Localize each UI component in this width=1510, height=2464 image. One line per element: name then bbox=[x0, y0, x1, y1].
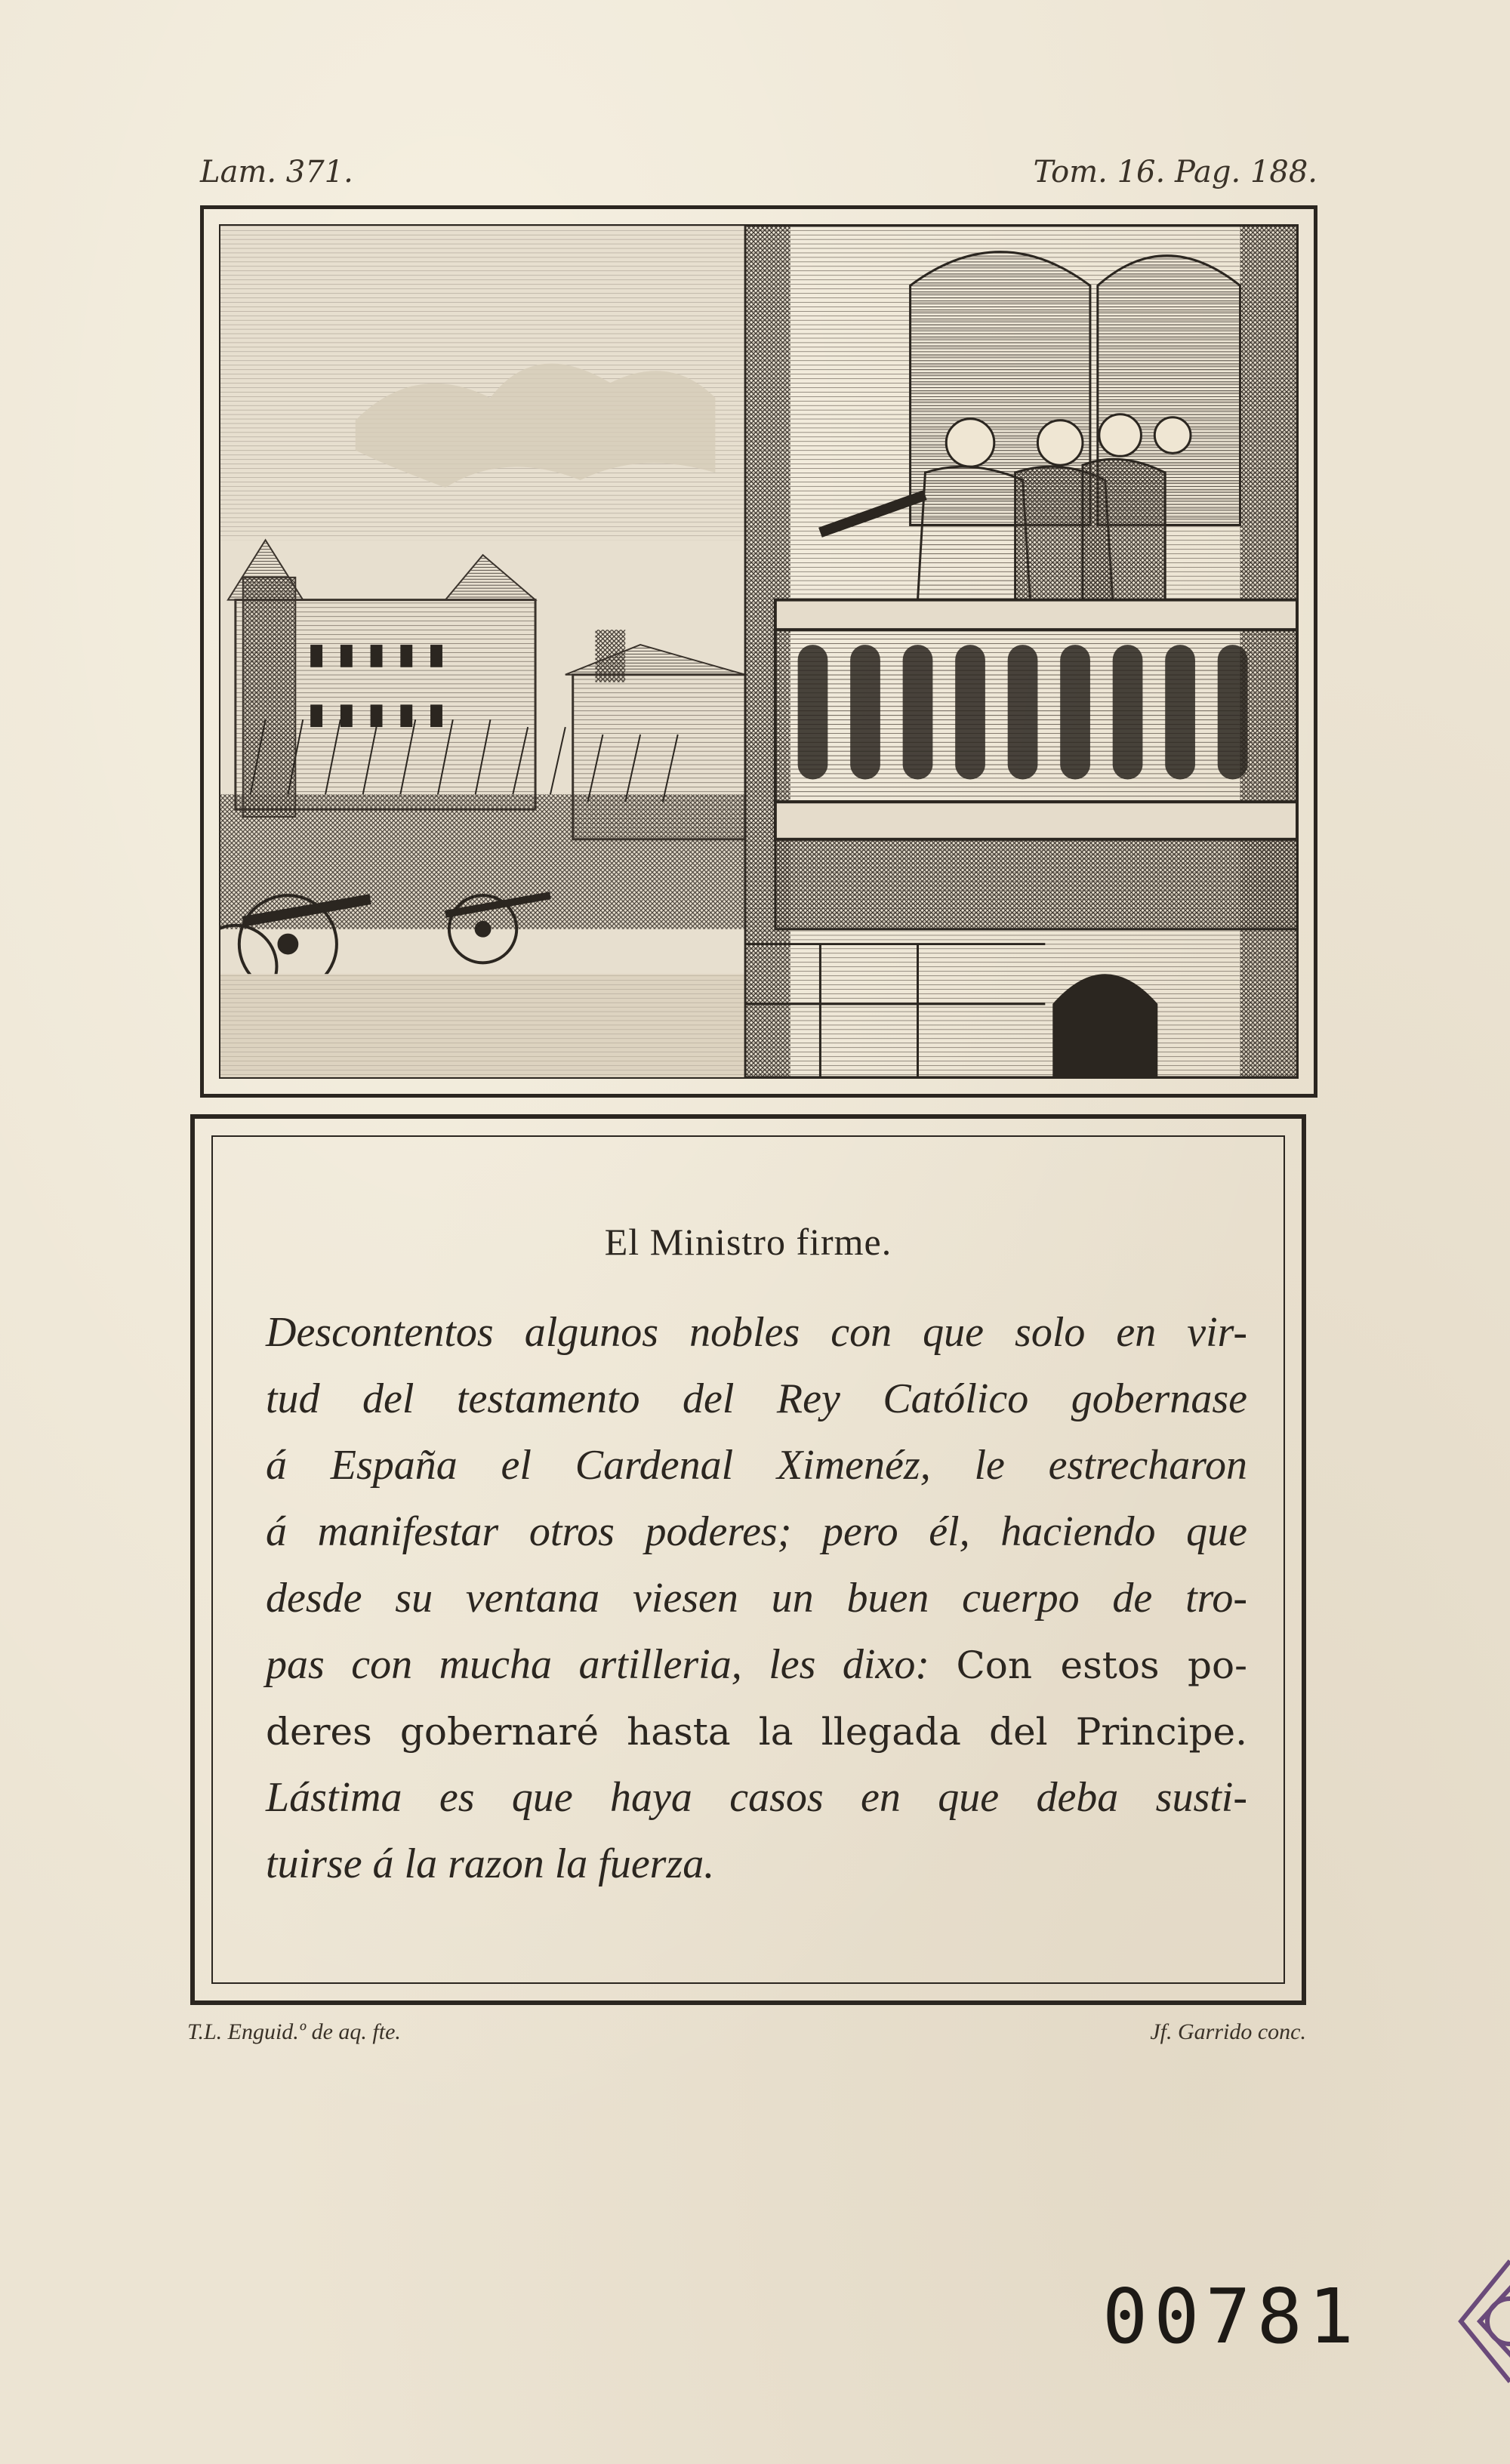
caption-inner-border bbox=[211, 1135, 1285, 1984]
gothic-doorway bbox=[1052, 974, 1157, 1077]
engraving-illustration bbox=[219, 224, 1299, 1079]
engraving-frame bbox=[200, 205, 1317, 1098]
engraving-scene bbox=[220, 226, 1297, 1077]
plate-number: Lam. 371. bbox=[200, 155, 353, 189]
caption-line: pas con mucha artilleria, les dixo: Con estos po- bbox=[266, 1641, 1247, 1688]
caption-line: Lástima es que haya casos en que deba susti- bbox=[266, 1774, 1247, 1821]
caption-body bbox=[266, 1299, 1247, 1897]
caption-line: tud del testamento del Rey Católico gobernase bbox=[266, 1375, 1247, 1422]
caption-line: desde su ventana viesen un buen cuerpo de tro- bbox=[266, 1575, 1247, 1622]
caption-line: á manifestar otros poderes; pero él, haciendo que bbox=[266, 1508, 1247, 1555]
caption-line: á España el Cardenal Ximenéz, le estrecharon bbox=[266, 1442, 1247, 1489]
caption-title: El Ministro firme. bbox=[604, 1221, 892, 1263]
caption-frame bbox=[190, 1114, 1306, 2005]
balcony bbox=[775, 600, 1297, 929]
caption-line: deres gobernaré hasta la llegada del Principe. bbox=[266, 1710, 1247, 1754]
volume-page-reference: Tom. 16. Pag. 188. bbox=[1033, 155, 1317, 189]
credit-draftsman: T.L. Enguid.º de aq. fte. bbox=[187, 2019, 401, 2044]
caption-line: tuirse á la razon la fuerza. bbox=[266, 1840, 715, 1887]
caption-line: Descontentos algunos nobles con que solo en vir- bbox=[266, 1309, 1247, 1356]
collection-stamp-icon bbox=[1438, 2246, 1510, 2397]
credit-engraver: Jf. Garrido conc. bbox=[1150, 2019, 1306, 2044]
inventory-number: 00781 bbox=[1102, 2272, 1361, 2361]
